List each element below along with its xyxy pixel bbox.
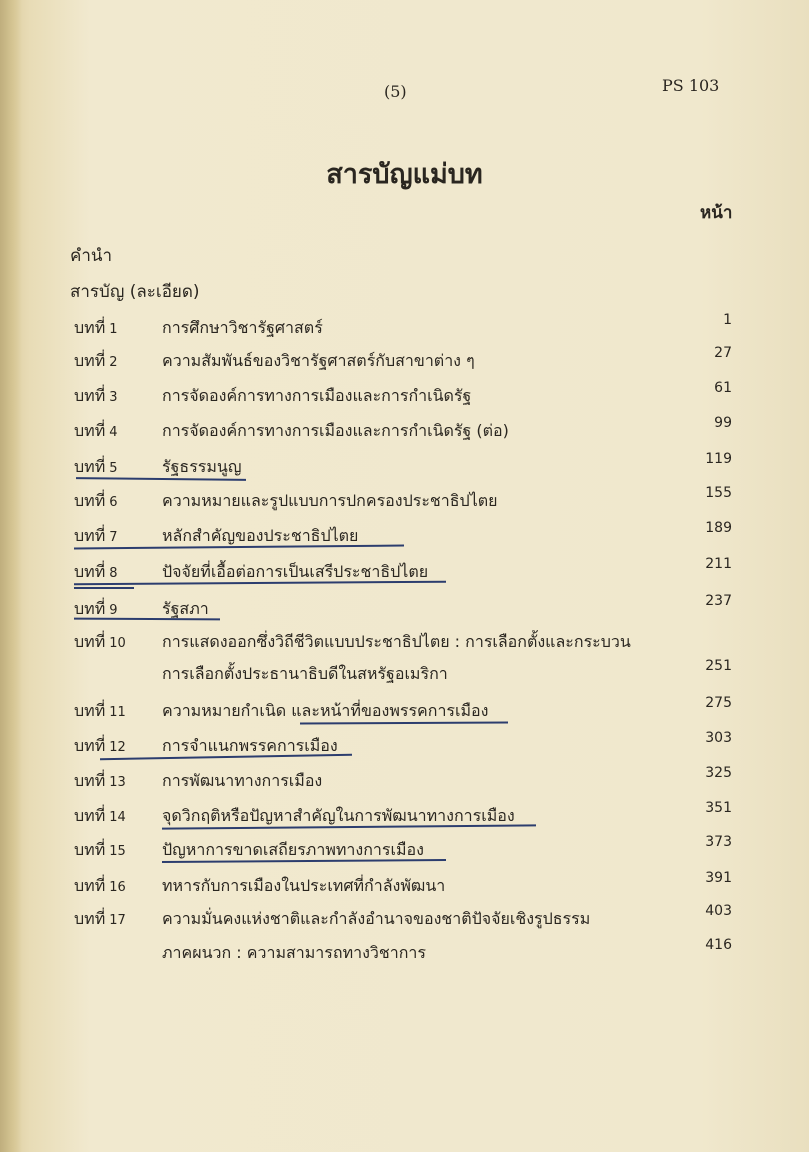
toc-row-6	[70, 485, 740, 519]
chapter-page: 303	[705, 730, 732, 746]
chapter-label: บทที่ 3	[74, 386, 118, 405]
toc-row-11	[70, 695, 740, 729]
chapter-title: รัฐธรรมนูญ	[162, 457, 242, 476]
toc-row-8	[70, 556, 740, 590]
toc-row-16	[70, 870, 740, 904]
chapter-title: ทหารกับการเมืองในประเทศที่กำลังพัฒนา	[162, 876, 446, 895]
chapter-title: ความมั่นคงแห่งชาติและกำลังอำนาจของชาติปัจจัยเชิงรูปธรรม	[162, 909, 591, 928]
front-matter-foreword: คำนำ	[70, 246, 113, 266]
toc-row-12	[70, 730, 740, 764]
course-code: PS 103	[662, 76, 720, 95]
chapter-label: บทที่ 2	[74, 351, 118, 370]
chapter-page: 325	[705, 765, 732, 781]
chapter-page: 373	[705, 834, 732, 850]
chapter-title: ความสัมพันธ์ของวิชารัฐศาสตร์กับสาขาต่าง ๆ	[162, 351, 475, 370]
chapter-label: บทที่ 12	[74, 736, 126, 755]
chapter-title: การแสดงออกซึ่งวิถีชีวิตแบบประชาธิปไตย : การเลือกตั้งและกระบวน	[162, 632, 631, 651]
toc-row-5	[70, 451, 740, 485]
chapter-label: บทที่ 7	[74, 526, 118, 545]
appendix-page: 416	[705, 937, 732, 953]
chapter-label: บทที่ 14	[74, 806, 126, 825]
chapter-page: 403	[705, 903, 732, 919]
chapter-title-continuation: การเลือกตั้งประธานาธิบดีในสหรัฐอเมริกา	[162, 664, 448, 683]
chapter-label: บทที่ 6	[74, 491, 118, 510]
chapter-page: 391	[705, 870, 732, 886]
chapter-label: บทที่ 11	[74, 701, 126, 720]
chapter-label: บทที่ 15	[74, 840, 126, 859]
chapter-page: 99	[714, 415, 732, 431]
page-title: สารบัญแม่บท	[326, 159, 483, 190]
toc-row-9	[70, 593, 740, 627]
appendix-title: ภาคผนวก : ความสามารถทางวิชาการ	[162, 943, 426, 962]
front-matter-detailed-contents: สารบัญ (ละเอียด)	[70, 282, 200, 302]
toc-row-17	[70, 903, 740, 937]
chapter-title: จุดวิกฤติหรือปัญหาสำคัญในการพัฒนาทางการเมือง	[162, 806, 515, 825]
chapter-label: บทที่ 5	[74, 457, 118, 476]
chapter-page: 275	[705, 695, 732, 711]
chapter-label: บทที่ 10	[74, 632, 126, 651]
chapter-page: 351	[705, 800, 732, 816]
chapter-label: บทที่ 9	[74, 599, 118, 618]
pen-underline	[74, 587, 134, 589]
toc-row-4	[70, 415, 740, 449]
chapter-page: 155	[705, 485, 732, 501]
toc-row-2	[70, 345, 740, 379]
chapter-title: หลักสำคัญของประชาธิปไตย	[162, 526, 359, 545]
chapter-title: ความหมายกำเนิด และหน้าที่ของพรรคการเมือง	[162, 701, 489, 720]
chapter-page: 27	[714, 345, 732, 361]
chapter-page: 251	[705, 658, 732, 674]
chapter-page: 61	[714, 380, 732, 396]
toc-row-13	[70, 765, 740, 799]
chapter-page: 189	[705, 520, 732, 536]
chapter-title: ปัจจัยที่เอื้อต่อการเป็นเสรีประชาธิปไตย	[162, 562, 429, 581]
chapter-title: ปัญหาการขาดเสถียรภาพทางการเมือง	[162, 840, 424, 859]
chapter-title: รัฐสภา	[162, 599, 209, 618]
chapter-page: 119	[705, 451, 732, 467]
page-column-label: หน้า	[700, 203, 733, 223]
toc-row-7	[70, 520, 740, 554]
toc-row-10	[70, 630, 740, 694]
toc-row-3	[70, 380, 740, 414]
chapter-label: บทที่ 13	[74, 771, 126, 790]
chapter-label: บทที่ 4	[74, 421, 118, 440]
chapter-label: บทที่ 8	[74, 562, 118, 581]
chapter-label: บทที่ 1	[74, 318, 118, 337]
chapter-title: การจัดองค์การทางการเมืองและการกำเนิดรัฐ	[162, 386, 472, 405]
chapter-page: 237	[705, 593, 732, 609]
page-number: (5)	[384, 82, 407, 101]
chapter-title: การจำแนกพรรคการเมือง	[162, 736, 338, 755]
toc-row-appendix	[70, 937, 740, 971]
chapter-title: การพัฒนาทางการเมือง	[162, 771, 323, 790]
chapter-label: บทที่ 17	[74, 909, 126, 928]
chapter-title: การศึกษาวิชารัฐศาสตร์	[162, 318, 323, 337]
chapter-label: บทที่ 16	[74, 876, 126, 895]
toc-row-1	[70, 312, 740, 346]
chapter-page: 211	[705, 556, 732, 572]
chapter-title: ความหมายและรูปแบบการปกครองประชาธิปไตย	[162, 491, 498, 510]
chapter-title: การจัดองค์การทางการเมืองและการกำเนิดรัฐ (ต่อ)	[162, 421, 509, 440]
chapter-page: 1	[723, 312, 732, 328]
toc-row-15	[70, 834, 740, 868]
